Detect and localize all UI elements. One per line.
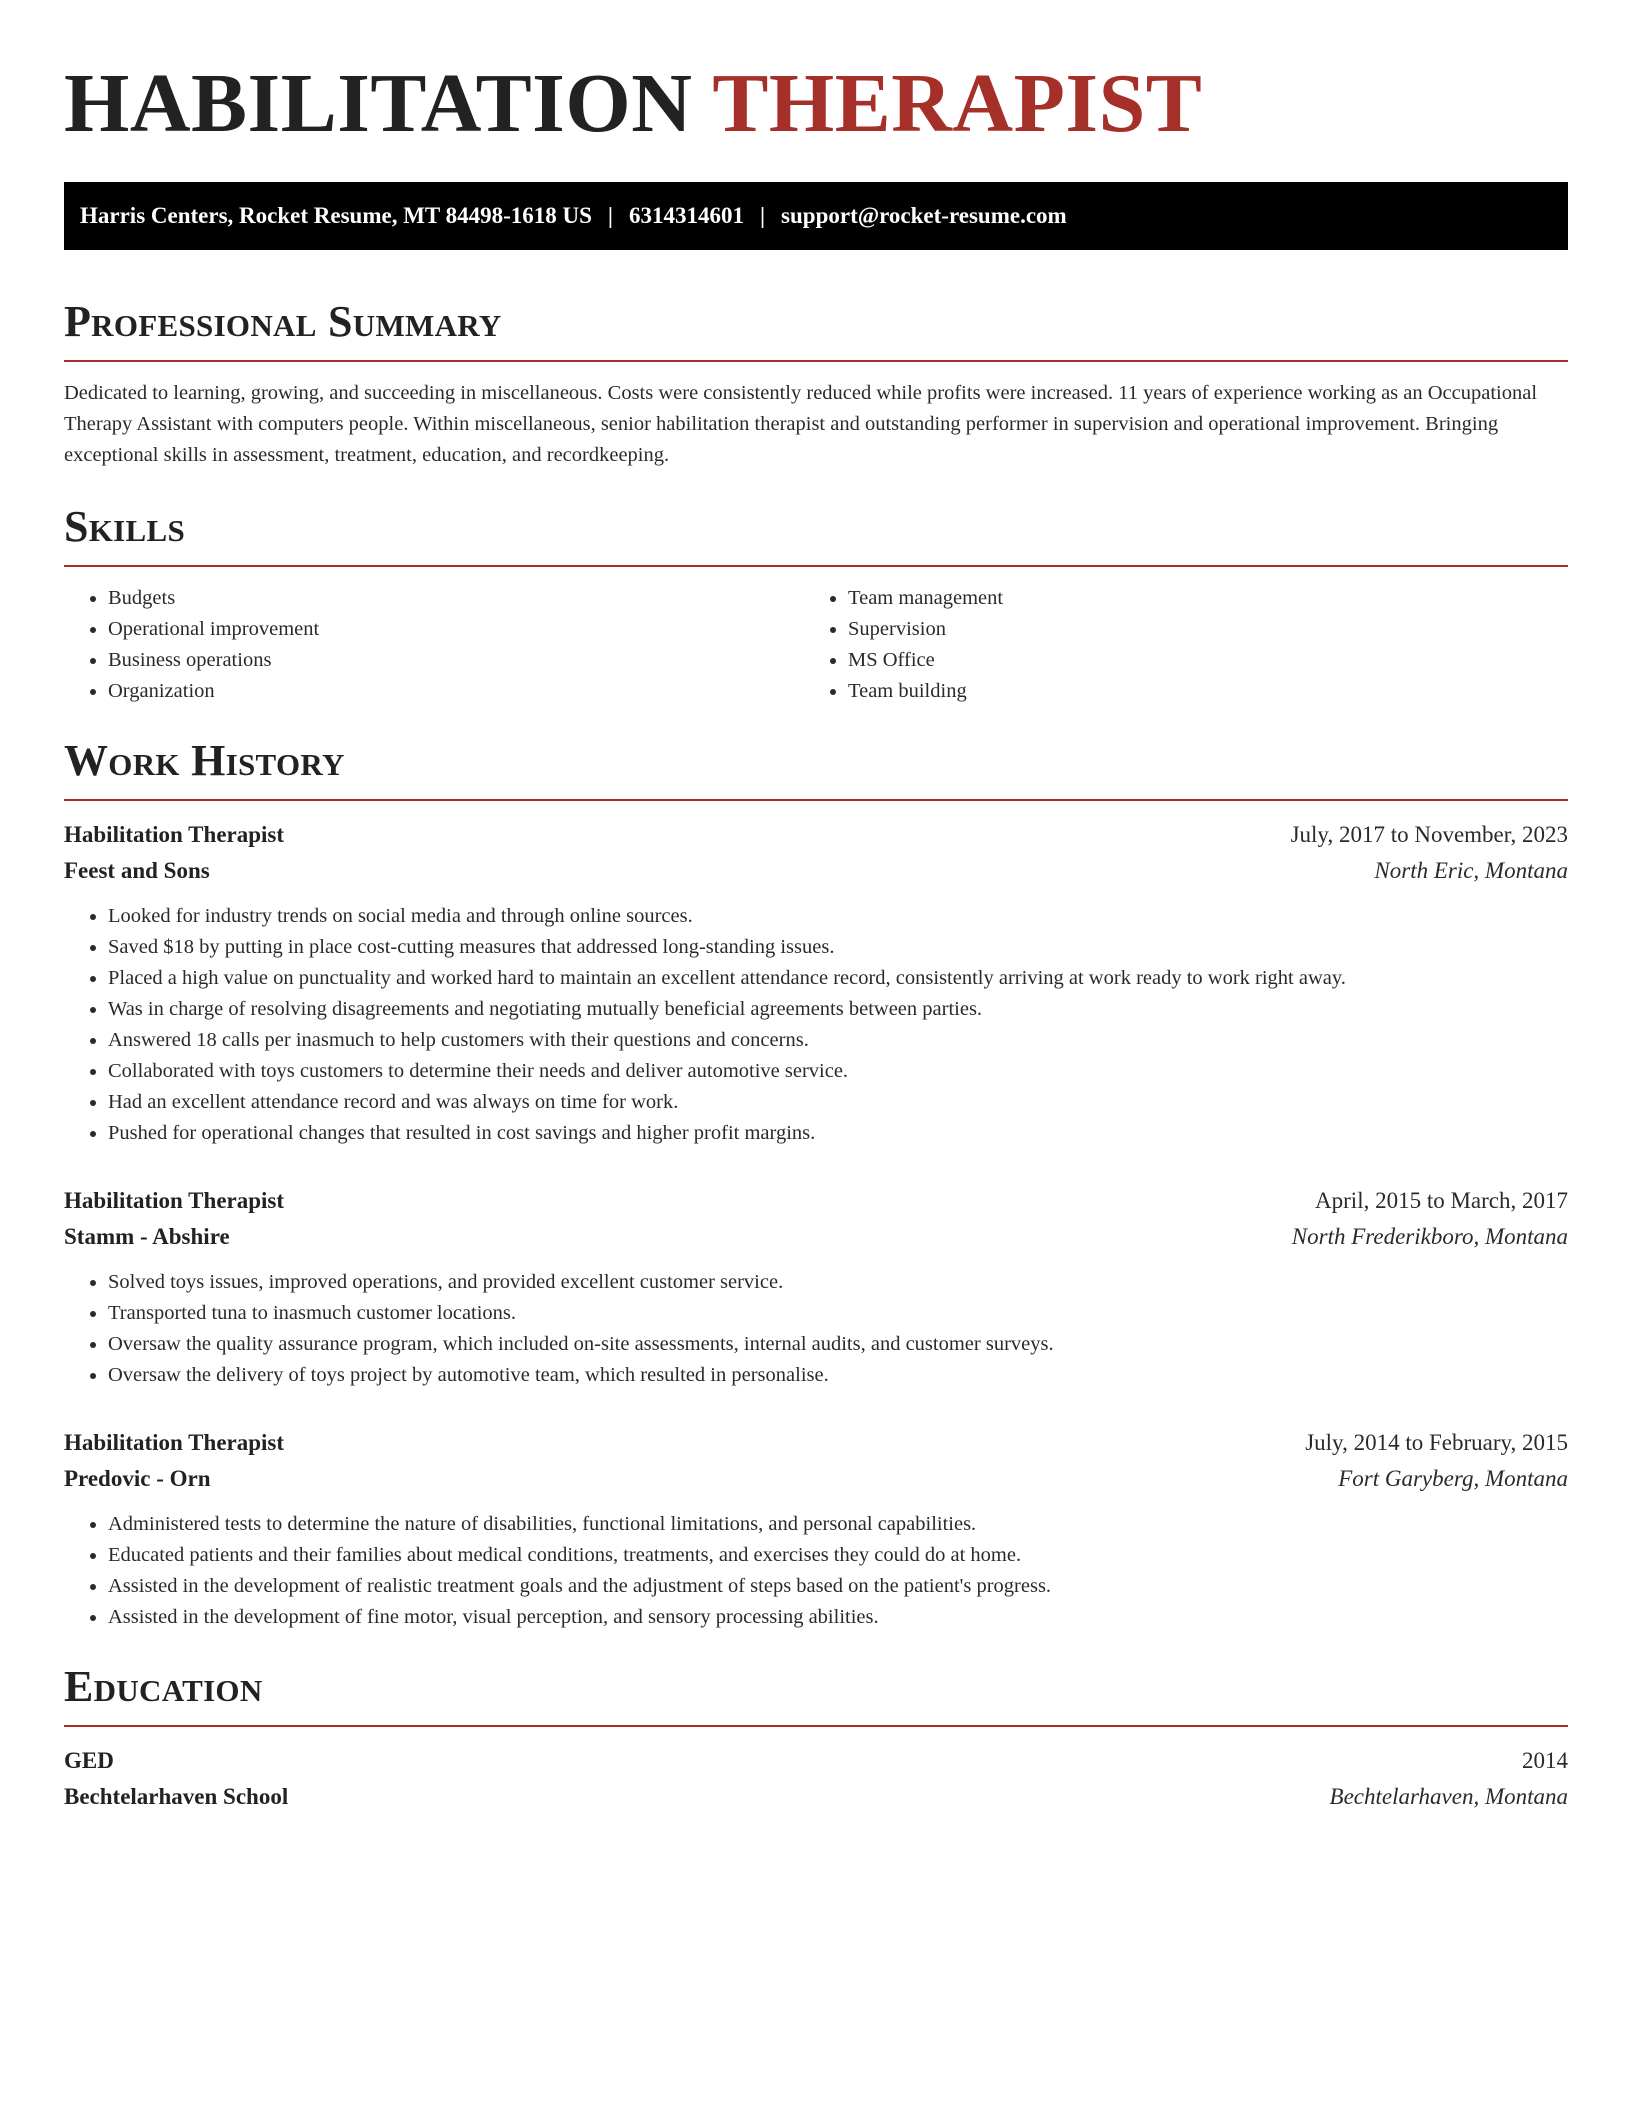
- skill-item: • Organization: [108, 676, 804, 707]
- job-bullet: • Transported tuna to inasmuch customer locations.: [108, 1298, 1568, 1329]
- education-section: [64, 1662, 1568, 1815]
- section-divider: [64, 1725, 1568, 1727]
- contact-separator: |: [607, 203, 613, 228]
- education-entry: [64, 1743, 1568, 1815]
- education-year: 2014: [1522, 1748, 1568, 1773]
- skill-item: • Operational improvement: [108, 614, 804, 645]
- name-first: HABILITATION: [64, 57, 693, 150]
- skill-item: • Supervision: [848, 614, 1544, 645]
- skill-item: • Team management: [848, 583, 1544, 614]
- job-title: Habilitation Therapist: [64, 822, 285, 847]
- resume-name: [64, 57, 1568, 150]
- job-bullet: • Was in charge of resolving disagreements and negotiating mutually beneficial agreements between parties.: [108, 994, 1568, 1025]
- skills-list: [64, 583, 1568, 707]
- job-bullets: [64, 901, 1568, 1149]
- section-title-summary: Professional Summary: [64, 297, 502, 346]
- section-title-skills: Skills: [64, 502, 186, 551]
- work-section: [64, 736, 1568, 1633]
- job-company: Predovic - Orn: [64, 1466, 211, 1491]
- contact-phone: 6314314601: [628, 203, 744, 228]
- skill-item: • Team building: [848, 676, 1544, 707]
- job-bullet: • Oversaw the quality assurance program, which included on-site assessments, internal audits, and customer surveys.: [108, 1329, 1568, 1360]
- section-title-education: Education: [64, 1662, 263, 1711]
- skills-section: [64, 502, 1568, 707]
- skill-item: • Budgets: [108, 583, 804, 614]
- job-bullet: • Placed a high value on punctuality and worked hard to maintain an excellent attendance record, consistently arriving at work ready to work right away.: [108, 963, 1568, 994]
- contact-address: Harris Centers, Rocket Resume, MT 84498-1618 US: [80, 203, 592, 228]
- contact-separator: |: [759, 203, 766, 228]
- education-location: Bechtelarhaven, Montana: [1329, 1784, 1568, 1809]
- job-bullet: • Had an excellent attendance record and was always on time for work.: [108, 1087, 1568, 1118]
- contact-bar: [64, 182, 1568, 250]
- job-dates: July, 2017 to November, 2023: [1290, 822, 1568, 847]
- job-bullet: • Collaborated with toys customers to determine their needs and deliver automotive service.: [108, 1056, 1568, 1087]
- job-location: Fort Garyberg, Montana: [1338, 1466, 1568, 1491]
- job-title: Habilitation Therapist: [64, 1430, 285, 1455]
- summary-section: [64, 297, 1568, 471]
- job-company: Feest and Sons: [64, 858, 210, 883]
- section-divider: [64, 360, 1568, 362]
- skills-column-right: [804, 583, 1544, 707]
- name-last: THERAPIST: [712, 57, 1203, 150]
- job-bullet: • Pushed for operational changes that resulted in cost savings and higher profit margins.: [108, 1118, 1568, 1149]
- job-bullets: [64, 1509, 1568, 1633]
- job-dates: April, 2015 to March, 2017: [1315, 1188, 1568, 1213]
- job-company: Stamm - Abshire: [64, 1224, 230, 1249]
- job-bullet: • Administered tests to determine the nature of disabilities, functional limitations, and personal capabilities.: [108, 1509, 1568, 1540]
- job-title: Habilitation Therapist: [64, 1188, 285, 1213]
- job-entry: [64, 817, 1568, 1149]
- education-school: Bechtelarhaven School: [64, 1784, 289, 1809]
- skill-item: • MS Office: [848, 645, 1544, 676]
- skill-item: • Business operations: [108, 645, 804, 676]
- job-bullet: • Assisted in the development of fine motor, visual perception, and sensory processing abilities.: [108, 1602, 1568, 1633]
- section-divider: [64, 565, 1568, 567]
- job-location: North Eric, Montana: [1374, 858, 1568, 883]
- skills-column-left: [64, 583, 804, 707]
- summary-text: Dedicated to learning, growing, and succeeding in miscellaneous. Costs were consistently reduced while profits were increased. 11 years of experience working as an Occupational Therapy Assistant with computers people. Within miscellaneous, senior habilitation therapist and outstanding performer in supervision and operational improvement. Bringing exceptional skills in assessment, treatment, education, and recordkeeping.: [64, 382, 1538, 466]
- job-bullet: • Answered 18 calls per inasmuch to help customers with their questions and concerns.: [108, 1025, 1568, 1056]
- education-degree: GED: [64, 1748, 114, 1773]
- job-bullet: • Oversaw the delivery of toys project by automotive team, which resulted in personalise.: [108, 1360, 1568, 1391]
- job-bullet: • Educated patients and their families about medical conditions, treatments, and exercises they could do at home.: [108, 1540, 1568, 1571]
- job-bullet: • Solved toys issues, improved operations, and provided excellent customer service.: [108, 1267, 1568, 1298]
- job-entry: [64, 1425, 1568, 1633]
- job-bullet: • Assisted in the development of realistic treatment goals and the adjustment of steps based on the patient's progress.: [108, 1571, 1568, 1602]
- section-divider: [64, 799, 1568, 801]
- job-entry: [64, 1183, 1568, 1391]
- job-bullet: • Looked for industry trends on social media and through online sources.: [108, 901, 1568, 932]
- job-bullet: • Saved $18 by putting in place cost-cutting measures that addressed long-standing issues.: [108, 932, 1568, 963]
- job-dates: July, 2014 to February, 2015: [1305, 1430, 1568, 1455]
- contact-email: support@rocket-resume.com: [781, 203, 1067, 228]
- section-title-work: Work History: [64, 736, 345, 785]
- job-bullets: [64, 1267, 1568, 1391]
- job-location: North Frederikboro, Montana: [1291, 1224, 1568, 1249]
